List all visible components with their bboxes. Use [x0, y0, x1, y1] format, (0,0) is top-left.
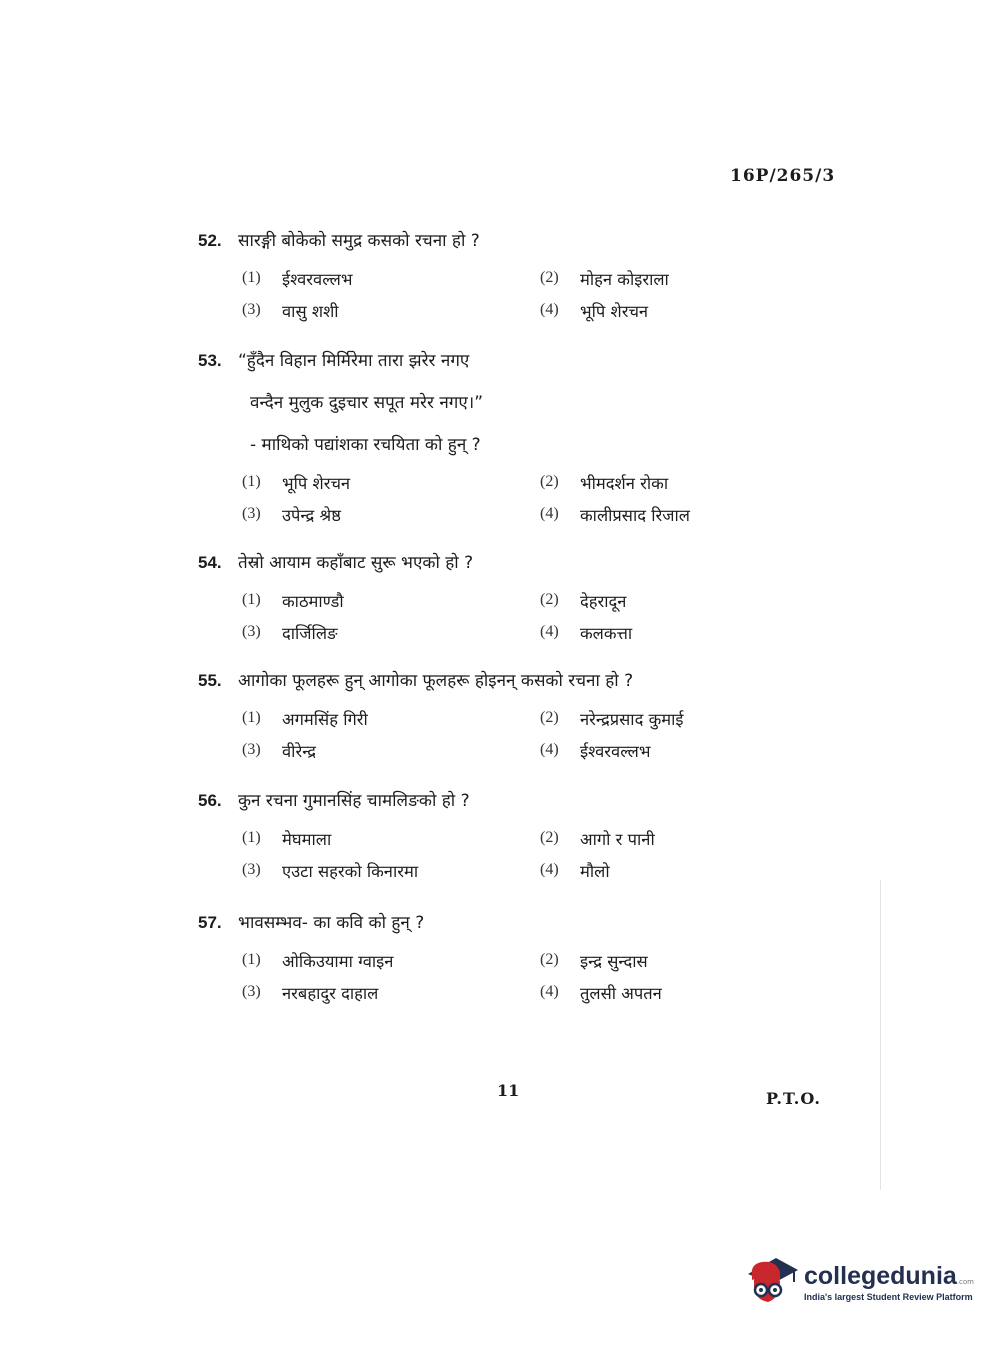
question-number: 53. — [198, 351, 222, 370]
question-number: 52. — [198, 231, 222, 250]
question-55 — [198, 670, 758, 766]
option-1: (1) अगमसिंह गिरी — [242, 709, 368, 729]
option-1: (1) काठमाण्डौ — [242, 591, 344, 611]
graduate-mascot-icon — [742, 1252, 800, 1312]
question-number: 57. — [198, 913, 222, 932]
option-3: (3) वीरेन्द्र — [242, 741, 317, 761]
brand-tagline: India's largest Student Review Platform — [804, 1292, 973, 1302]
option-2: (2) देहरादून — [540, 591, 627, 611]
option-2: (2) भीमदर्शन रोका — [540, 473, 669, 493]
option-4: (4) भूपि शेरचन — [540, 301, 649, 321]
options — [198, 822, 758, 886]
option-4: (4) ईश्वरवल्लभ — [540, 741, 651, 761]
options — [198, 466, 758, 530]
page-number: 11 — [497, 1081, 520, 1100]
option-2: (2) मोहन कोइराला — [540, 269, 669, 289]
question-text: कुन रचना गुमानसिंह चामलिङको हो ? — [238, 791, 470, 811]
question-text: तेस्रो आयाम कहाँबाट सुरू भएको हो ? — [238, 553, 474, 573]
scan-edge-line — [880, 880, 881, 1190]
option-4: (4) कलकत्ता — [540, 623, 633, 643]
question-53 — [198, 350, 758, 530]
option-2: (2) इन्द्र सुन्दास — [540, 951, 648, 971]
brand-suffix: .com — [956, 1278, 974, 1286]
question-text: भावसम्भव- का कवि को हुन् ? — [238, 913, 425, 933]
question-54 — [198, 552, 758, 648]
question-text: आगोका फूलहरू हुन् आगोका फूलहरू होइनन् कसको रचना हो ? — [238, 671, 634, 691]
collegedunia-watermark — [742, 1252, 974, 1312]
option-4: (4) मौलो — [540, 861, 610, 881]
question-prompt: - माथिको पद्यांशका रचयिता को हुन् ? — [250, 435, 481, 455]
options — [198, 944, 758, 1008]
brand-name: collegedunia — [804, 1262, 957, 1290]
option-3: (3) एउटा सहरको किनारमा — [242, 861, 419, 881]
option-2: (2) नरेन्द्रप्रसाद कुमाई — [540, 709, 684, 729]
option-3: (3) दार्जिलिङ — [242, 623, 338, 643]
option-3: (3) उपेन्द्र श्रेष्ठ — [242, 505, 341, 525]
question-52 — [198, 230, 758, 326]
pto-label: P.T.O. — [766, 1089, 821, 1108]
question-56 — [198, 790, 758, 886]
question-text: “हुँदैन विहान मिर्मिरेमा तारा झरेर नगए — [238, 351, 470, 371]
option-1: (1) ओकिउयामा ग्वाइन — [242, 951, 394, 971]
option-1: (1) मेघमाला — [242, 829, 332, 849]
option-1: (1) भूपि शेरचन — [242, 473, 351, 493]
question-text: सारङ्गी बोकेको समुद्र कसको रचना हो ? — [238, 231, 480, 251]
verse-line-2: वन्दैन मुलुक दुइचार सपूत मरेर नगए।” — [250, 393, 484, 413]
option-1: (1) ईश्वरवल्लभ — [242, 269, 353, 289]
option-3: (3) वासु शशी — [242, 301, 339, 321]
option-3: (3) नरबहादुर दाहाल — [242, 983, 379, 1003]
option-2: (2) आगो र पानी — [540, 829, 655, 849]
paper-code: 16P/265/3 — [730, 166, 836, 186]
option-4: (4) तुलसी अपतन — [540, 983, 662, 1003]
options — [198, 584, 758, 648]
options — [198, 702, 758, 766]
option-4: (4) कालीप्रसाद रिजाल — [540, 505, 690, 525]
options — [198, 262, 758, 326]
question-number: 56. — [198, 791, 222, 810]
question-number: 55. — [198, 671, 222, 690]
question-57 — [198, 912, 758, 1008]
question-number: 54. — [198, 553, 222, 572]
